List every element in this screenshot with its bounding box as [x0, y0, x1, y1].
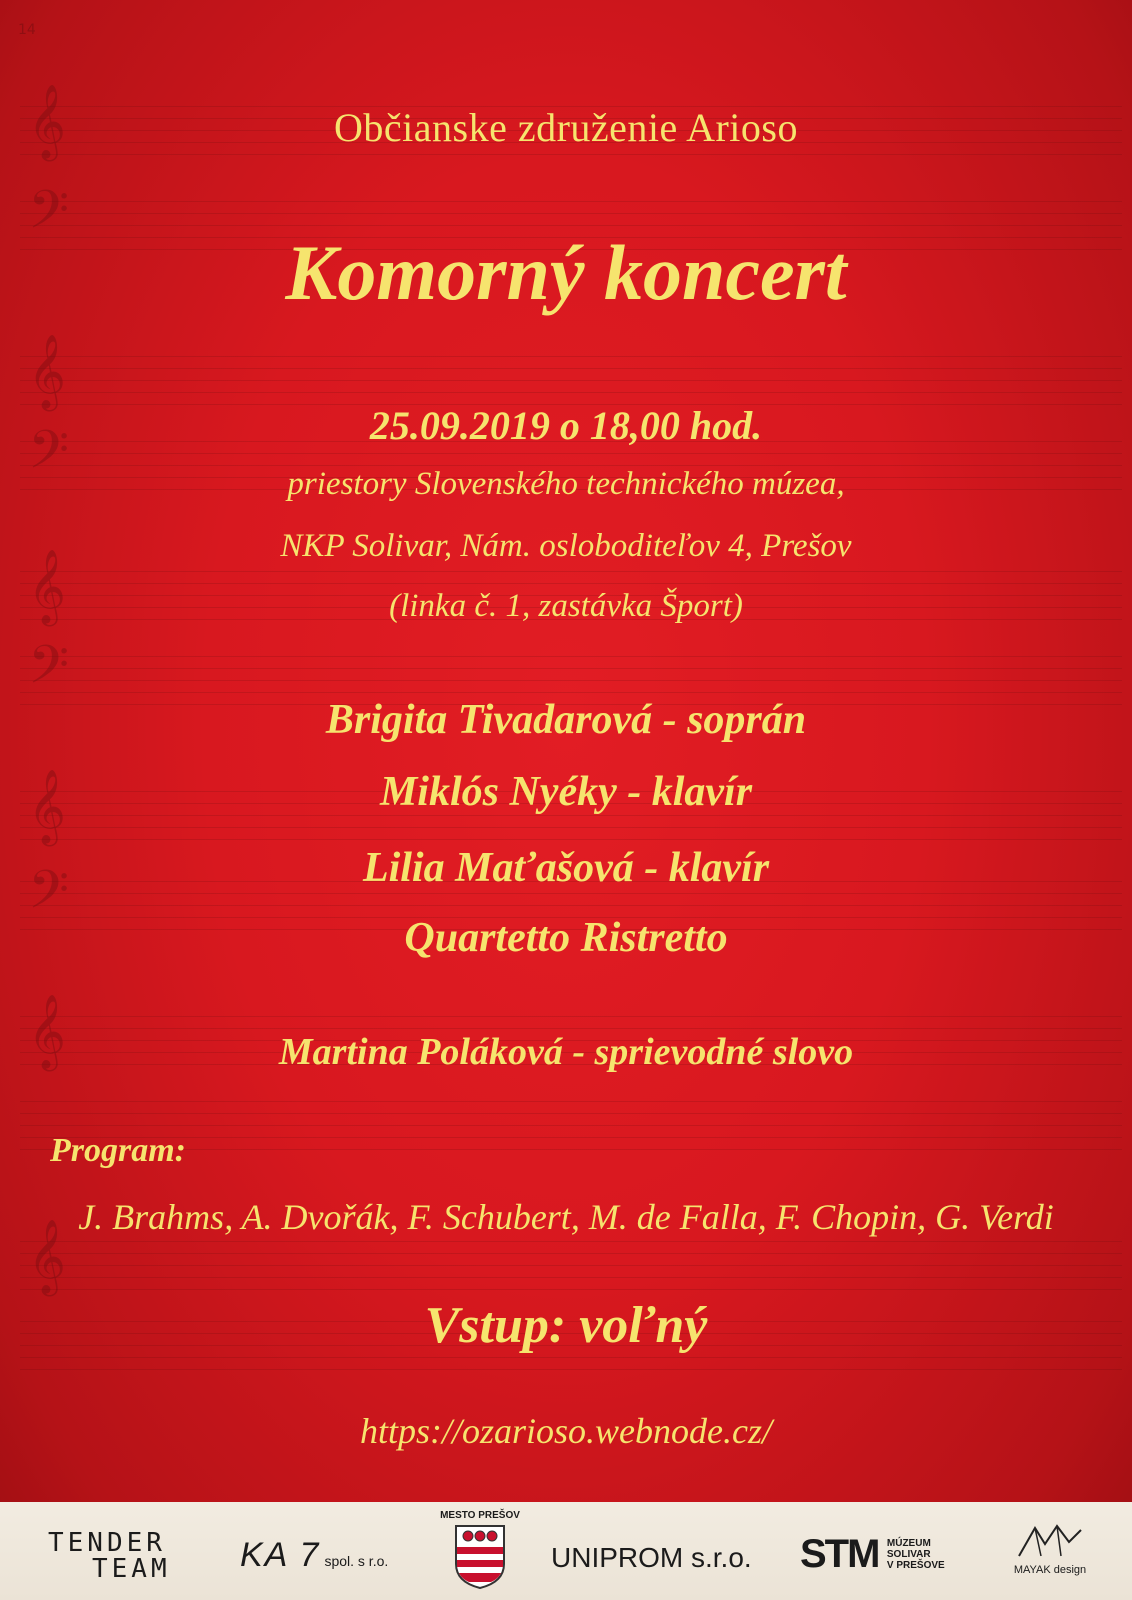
mesto-caption: MESTO PREŠOV: [440, 1510, 520, 1521]
mesto-presov-logo: [438, 1510, 522, 1594]
ka7-logo-sub: spol. s r.o.: [324, 1553, 389, 1569]
performer: Brigita Tivadarová - soprán: [325, 697, 807, 743]
performer: Quartetto Ristretto: [404, 915, 728, 961]
treble-clef-icon: 𝄞: [28, 550, 66, 624]
organization-name: Občianske združenie Arioso: [334, 105, 798, 150]
program-composers: J. Brahms, A. Dvořák, F. Schubert, M. de Falla, F. Chopin, G. Verdi: [78, 1197, 1054, 1237]
bass-clef-icon: 𝄢: [28, 420, 70, 494]
music-staff: [20, 345, 1122, 405]
treble-clef-icon: 𝄞: [28, 335, 66, 409]
stm-museum-logo: [800, 1532, 945, 1577]
stm-logo-line: SOLIVAR: [886, 1549, 931, 1560]
entry-fee: Vstup: voľný: [424, 1297, 708, 1354]
bass-clef-icon: 𝄢: [28, 180, 70, 254]
coat-of-arms-icon: [454, 1524, 506, 1590]
performer: Miklós Nyéky - klavír: [379, 769, 753, 815]
mountain-logo-icon: [1015, 1520, 1085, 1560]
ka7-logo: [240, 1536, 388, 1575]
treble-clef-icon: 𝄞: [28, 85, 66, 159]
stm-logo-line: MÚZEUM: [886, 1538, 931, 1549]
stm-logo-line: V PREŠOVE: [886, 1560, 945, 1571]
treble-clef-icon: 𝄞: [28, 770, 66, 844]
treble-clef-icon: 𝄞: [28, 995, 66, 1069]
treble-clef-icon: 𝄞: [28, 1220, 66, 1294]
music-staff: [20, 1230, 1122, 1290]
tender-logo-line: TENDER: [48, 1528, 166, 1558]
performer: Lilia Maťašová - klavír: [362, 845, 770, 891]
mayak-caption: MAYAK design: [1013, 1564, 1087, 1576]
event-date-time: 25.09.2019 o 18,00 hod.: [369, 403, 763, 448]
website-link[interactable]: https://ozarioso.webnode.cz/: [360, 1411, 772, 1451]
stm-logo-main: STM: [800, 1532, 879, 1576]
bass-clef-icon: 𝄢: [28, 860, 70, 934]
venue-line: NKP Solivar, Nám. osloboditeľov 4, Prešov: [280, 528, 852, 564]
tender-team-logo: [48, 1530, 198, 1582]
mayak-design-logo: [1002, 1520, 1098, 1576]
sponsor-strip: [0, 1502, 1132, 1600]
venue-line: (linka č. 1, zastávka Šport): [389, 588, 743, 624]
tender-logo-line: TEAM: [92, 1554, 171, 1584]
moderator: Martina Poláková - sprievodné slovo: [278, 1031, 854, 1073]
concert-title: Komorný koncert: [285, 229, 847, 316]
ka7-logo-main: KA 7: [240, 1536, 321, 1574]
stm-logo-text: [887, 1538, 945, 1571]
venue-line: priestory Slovenského technického múzea,: [287, 466, 845, 502]
sheet-page-number: 14: [18, 22, 36, 38]
uniprom-logo: UNIPROM s.r.o.: [551, 1542, 752, 1573]
bass-clef-icon: 𝄢: [28, 635, 70, 709]
program-label: Program:: [50, 1132, 186, 1169]
